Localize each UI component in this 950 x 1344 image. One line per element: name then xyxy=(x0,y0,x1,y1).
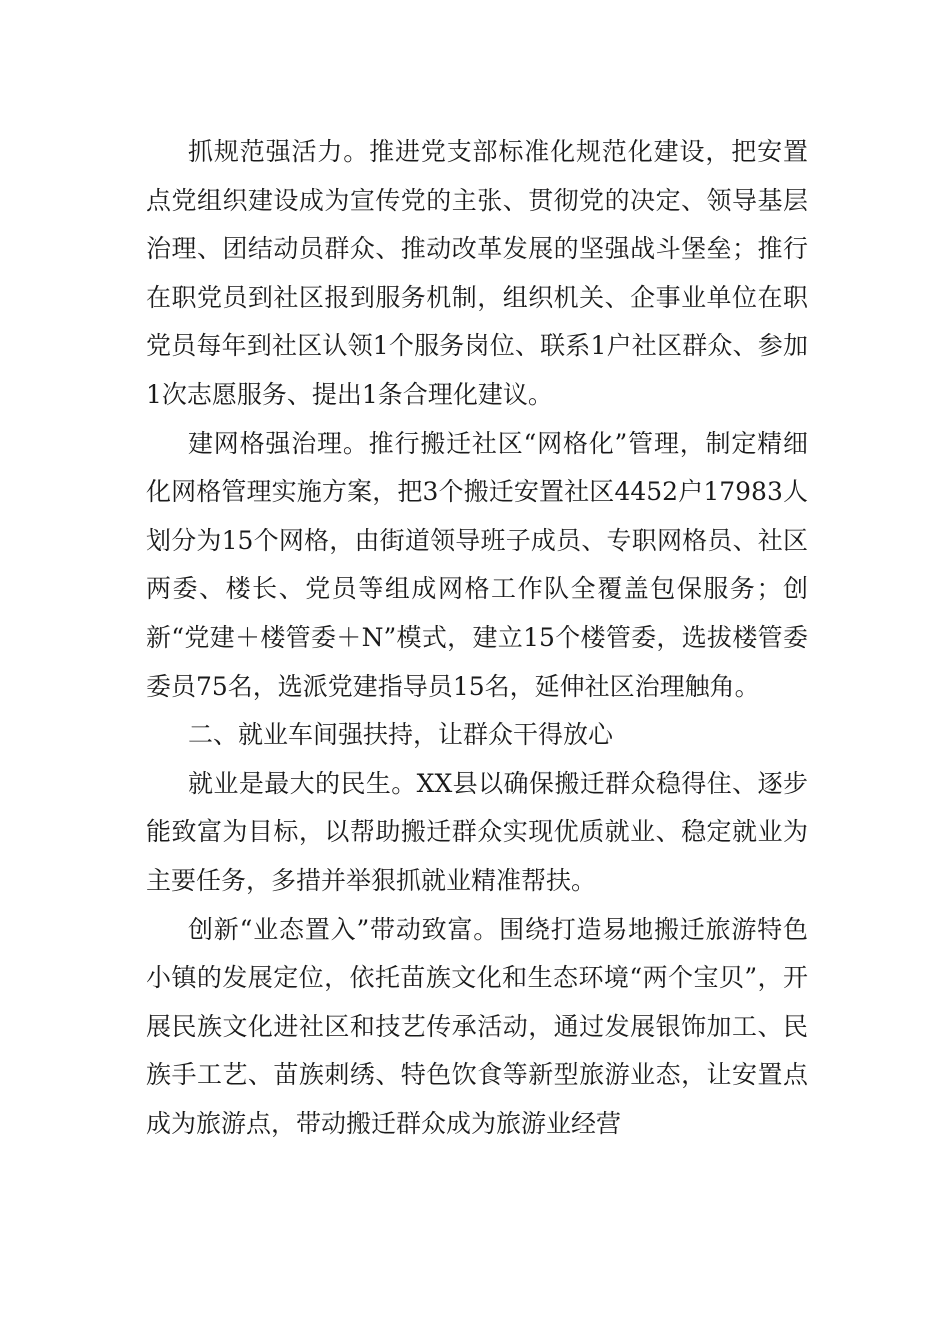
paragraph-grid-governance: 建网格强治理。推行搬迁社区“网格化”管理，制定精细化网格管理实施方案，把3个搬迁安置社区4452户17983人划分为15个网格，由街道领导班子成员、专职网格员、社区两委、楼长、党员等组成网格工作队全覆盖包保服务；创新“党建＋楼管委＋N”模式，建立15个楼管委，选拔楼管委委员75名，选派党建指导员15名，延伸社区治理触角。 xyxy=(146,428,808,701)
paragraph-business-model: 创新“业态置入”带动致富。围绕打造易地搬迁旅游特色小镇的发展定位，依托苗族文化和生态环境“两个宝贝”，开展民族文化进社区和技艺传承活动，通过发展银饰加工、民族手工艺、苗族刺绣、特色饮食等新型旅游业态，让安置点成为旅游点，带动搬迁群众成为旅游业经营 xyxy=(146,914,808,1138)
paragraph-standardization: 抓规范强活力。推进党支部标准化规范化建设，把安置点党组织建设成为宣传党的主张、贯彻党的决定、领导基层治理、团结动员群众、推动改革发展的坚强战斗堡垒；推行在职党员到社区报到服务机制，组织机关、企事业单位在职党员每年到社区认领1个服务岗位、联系1户社区群众、参加1次志愿服务、提出1条合理化建议。 xyxy=(146,137,808,409)
document-page xyxy=(146,128,808,1148)
section-heading-employment: 二、就业车间强扶持，让群众干得放心 xyxy=(188,720,614,750)
paragraph-employment-intro: 就业是最大的民生。XX县以确保搬迁群众稳得住、逐步能致富为目标，以帮助搬迁群众实现优质就业、稳定就业为主要任务，多措并举狠抓就业精准帮扶。 xyxy=(146,768,808,895)
